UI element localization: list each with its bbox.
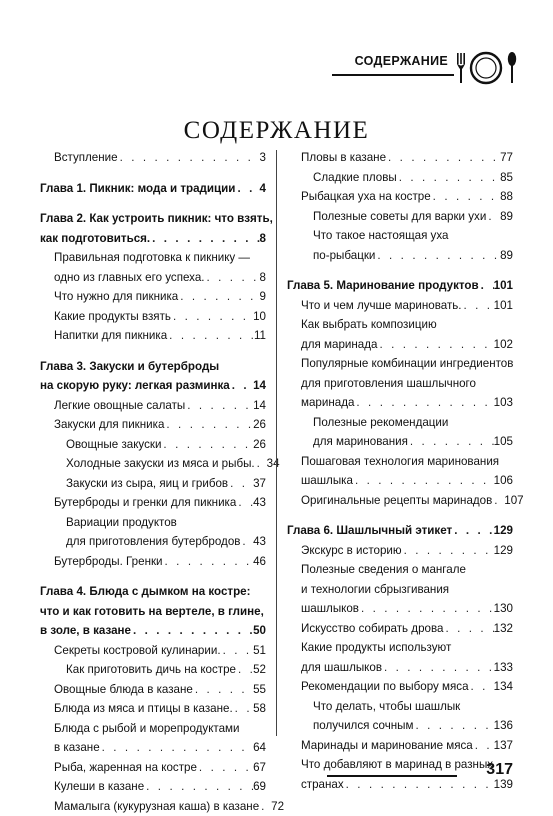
toc-entry-title: Закуски для пикника (54, 415, 164, 435)
toc-page-number: 129 (494, 521, 513, 541)
toc-page-number: 10 (253, 307, 266, 327)
toc-chapter-entry (40, 209, 266, 248)
toc-entry (287, 491, 513, 511)
toc-entry (287, 296, 513, 316)
dot-leader (443, 619, 493, 639)
toc-left-column (40, 148, 266, 816)
dot-leader (131, 621, 253, 641)
dot-leader (382, 658, 494, 678)
toc-entry-title-line: Пошаговая технология маринования (301, 452, 513, 472)
toc-entry-title-line: Глава 2. Как устроить пикник: что взять, (40, 209, 266, 229)
toc-page-number: 11 (254, 326, 266, 346)
dot-leader (118, 148, 260, 168)
toc-page-number: 50 (253, 621, 266, 641)
toc-entry-title: Искусство собирать дрова (301, 619, 443, 639)
toc-entry-title: Бутерброды и гренки для пикника (54, 493, 236, 513)
dot-leader (402, 541, 494, 561)
toc-entry-title: по-рыбацки (313, 246, 375, 266)
toc-entry-title: Глава 6. Шашлычный этикет (287, 521, 452, 541)
toc-entry-title: Рекомендации по выбору мяса (301, 677, 469, 697)
toc-entry-title: Напитки для пикника (54, 326, 167, 346)
toc-entry-title-line: Популярные комбинации ингредиентов (301, 354, 513, 374)
toc-entry-title: Легкие овощные салаты (54, 396, 185, 416)
toc-entry (287, 168, 513, 188)
toc-entry-title: Маринады и маринование мяса (301, 736, 473, 756)
toc-chapter-entry (40, 357, 266, 396)
dot-leader (255, 454, 267, 474)
dot-leader (164, 415, 253, 435)
toc-entry-title-line: и технологии сбрызгивания (301, 580, 513, 600)
toc-entry-title: в казане (54, 738, 100, 758)
toc-entry-title: Оригинальные рецепты маринадов (301, 491, 492, 511)
toc-entry (40, 148, 266, 168)
toc-page-number: 102 (494, 335, 513, 355)
toc-page-number: 58 (253, 699, 266, 719)
toc-entry (287, 315, 513, 354)
toc-entry (40, 513, 266, 552)
dot-leader (235, 179, 259, 199)
toc-entry-title: как подготовиться. (40, 229, 150, 249)
toc-page-number: 130 (494, 599, 513, 619)
dot-leader (397, 168, 500, 188)
dot-leader (353, 471, 494, 491)
toc-entry (40, 493, 266, 513)
toc-entry (287, 207, 513, 227)
toc-entry (40, 552, 266, 572)
toc-page-number: 139 (494, 775, 513, 795)
toc-entry-title: для шашлыков (301, 658, 382, 678)
toc-entry (40, 797, 266, 816)
toc-entry-title-line: Полезные сведения о мангале (301, 560, 513, 580)
toc-page-number: 43 (253, 532, 266, 552)
toc-entry-title-line: Какие продукты используют (301, 638, 513, 658)
toc-entry-title-line: Глава 3. Закуски и бутерброды (40, 357, 266, 377)
toc-page-number: 8 (260, 268, 266, 288)
dot-leader (236, 660, 253, 680)
toc-page-number: 55 (253, 680, 266, 700)
toc-page-number: 101 (494, 276, 513, 296)
dot-leader (197, 758, 253, 778)
dot-leader (359, 599, 494, 619)
dot-leader (221, 641, 254, 661)
toc-page-number: 9 (260, 287, 266, 307)
dot-leader (100, 738, 253, 758)
toc-entry-title: Рыба, жаренная на костре (54, 758, 197, 778)
toc-entry (40, 307, 266, 327)
plate-fork-spoon-icon (454, 47, 520, 87)
toc-entry-title-line: Полезные рекомендации (313, 413, 513, 433)
dot-leader (408, 432, 494, 452)
toc-entry-title-line: Блюда с рыбой и морепродуктами (54, 719, 266, 739)
toc-entry-title: Мамалыга (кукурузная каша) в казане (54, 797, 259, 816)
toc-page-number: 103 (494, 393, 513, 413)
toc-entry-title-line: Как выбрать композицию (301, 315, 513, 335)
toc-page-number: 67 (253, 758, 266, 778)
page-number: 317 (486, 761, 513, 779)
toc-chapter-entry (287, 521, 513, 541)
toc-entry-title: Полезные советы для варки ухи (313, 207, 486, 227)
dot-leader (354, 393, 493, 413)
dot-leader (178, 287, 259, 307)
toc-entry (40, 435, 266, 455)
toc-entry-title: Глава 1. Пикник: мода и традиции (40, 179, 235, 199)
toc-entry-title: получился сочным (313, 716, 413, 736)
toc-page-number: 37 (253, 474, 266, 494)
toc-entry (40, 454, 266, 474)
toc-entry-title-line: Правильная подготовка к пикнику — (54, 248, 266, 268)
toc-chapter-entry (40, 582, 266, 641)
footer-rule (327, 775, 457, 777)
toc-entry (40, 777, 266, 797)
toc-entry-title: на скорую руку: легкая разминка (40, 376, 230, 396)
toc-entry-title: для маринования (313, 432, 408, 452)
toc-entry (40, 415, 266, 435)
toc-entry (40, 641, 266, 661)
dot-leader (469, 677, 494, 697)
dot-leader (431, 187, 500, 207)
toc-entry (40, 758, 266, 778)
dot-leader (344, 775, 494, 795)
dot-leader (386, 148, 500, 168)
toc-entry (40, 660, 266, 680)
dot-leader (462, 296, 494, 316)
column-divider (276, 150, 277, 736)
toc-entry-title: Секреты костровой кулинарии. (54, 641, 221, 661)
toc-page-number: 77 (500, 148, 513, 168)
toc-entry-title-line: для приготовления шашлычного (301, 374, 513, 394)
toc-entry-title: Закуски из сыра, яиц и грибов (66, 474, 228, 494)
toc-entry-title: Что нужно для пикника (54, 287, 178, 307)
dot-leader (230, 376, 253, 396)
toc-page-number: 134 (494, 677, 513, 697)
page-title: СОДЕРЖАНИЕ (0, 117, 553, 145)
toc-entry-title: странах (301, 775, 344, 795)
toc-entry (287, 452, 513, 491)
dot-leader (233, 699, 253, 719)
toc-entry (287, 638, 513, 677)
dot-leader (486, 207, 500, 227)
toc-entry-title-line: Что добавляют в маринад в разных (301, 755, 513, 775)
toc-entry-title: одно из главных его успеха. (54, 268, 205, 288)
dot-leader (205, 268, 260, 288)
toc-entry-title: шашлыка (301, 471, 353, 491)
toc-entry-title: Что и чем лучше мариновать. (301, 296, 462, 316)
toc-page-number: 64 (253, 738, 266, 758)
toc-entry-title: Пловы в казане (301, 148, 386, 168)
toc-page-number: 89 (500, 246, 513, 266)
dot-leader (492, 491, 504, 511)
dot-leader (479, 276, 494, 296)
toc-page-number: 4 (260, 179, 266, 199)
header-rule (332, 74, 454, 76)
toc-entry-title: Бутерброды. Гренки (54, 552, 163, 572)
toc-entry-title: Как приготовить дичь на костре (66, 660, 236, 680)
dot-leader (259, 797, 271, 816)
dot-leader (144, 777, 253, 797)
toc-entry-title: Блюда из мяса и птицы в казане. (54, 699, 233, 719)
toc-page-number: 43 (253, 493, 266, 513)
toc-chapter-entry (40, 179, 266, 199)
toc-entry (287, 697, 513, 736)
toc-entry-title-line: Что делать, чтобы шашлык (313, 697, 513, 717)
toc-page-number: 129 (494, 541, 513, 561)
dot-leader (163, 552, 254, 572)
toc-entry (287, 413, 513, 452)
toc-entry-title: в золе, в казане (40, 621, 131, 641)
toc-entry (287, 148, 513, 168)
toc-page-number: 3 (260, 148, 266, 168)
toc-entry-title: Рыбацкая уха на костре (301, 187, 431, 207)
toc-right-column (287, 148, 513, 794)
toc-page-number: 89 (500, 207, 513, 227)
toc-entry (287, 677, 513, 697)
toc-entry (40, 699, 266, 719)
toc-entry (40, 719, 266, 758)
toc-entry-title: для маринада (301, 335, 377, 355)
toc-page-number: 52 (253, 660, 266, 680)
dot-leader (473, 736, 494, 756)
dot-leader (452, 521, 493, 541)
dot-leader (240, 532, 253, 552)
toc-entry (40, 287, 266, 307)
running-header (360, 47, 520, 87)
dot-leader (185, 396, 253, 416)
dot-leader (236, 493, 253, 513)
dot-leader (228, 474, 253, 494)
toc-page-number: 34 (267, 454, 280, 474)
toc-page-number: 105 (494, 432, 513, 452)
toc-entry-title: Глава 5. Маринование продуктов (287, 276, 479, 296)
toc-entry (287, 560, 513, 619)
toc-entry-title-line: что и как готовить на вертеле, в глине, (40, 602, 266, 622)
toc-page-number: 88 (500, 187, 513, 207)
toc-entry-title: Какие продукты взять (54, 307, 171, 327)
toc-entry (287, 187, 513, 207)
toc-entry-title: Кулеши в казане (54, 777, 144, 797)
toc-entry-title: Холодные закуски из мяса и рыбы. (66, 454, 255, 474)
toc-entry (40, 326, 266, 346)
toc-page-number: 85 (500, 168, 513, 188)
toc-entry (40, 396, 266, 416)
toc-entry-title-line: Что такое настоящая уха (313, 226, 513, 246)
toc-entry-title-line: Вариации продуктов (66, 513, 266, 533)
toc-page-number: 51 (253, 641, 266, 661)
toc-entry (287, 541, 513, 561)
toc-page-number: 69 (253, 777, 266, 797)
dot-leader (171, 307, 253, 327)
toc-page-number: 101 (494, 296, 513, 316)
toc-page-number: 133 (494, 658, 513, 678)
dot-leader (375, 246, 500, 266)
toc-entry-title: Овощные закуски (66, 435, 161, 455)
toc-page-number: 132 (494, 619, 513, 639)
toc-page-number: 106 (494, 471, 513, 491)
toc-entry (287, 354, 513, 413)
toc-entry (287, 226, 513, 265)
dot-leader (193, 680, 253, 700)
dot-leader (161, 435, 253, 455)
dot-leader (150, 229, 259, 249)
toc-entry (40, 680, 266, 700)
toc-page-number: 136 (494, 716, 513, 736)
toc-page-number: 46 (253, 552, 266, 572)
toc-page-number: 137 (494, 736, 513, 756)
toc-page-number: 26 (253, 415, 266, 435)
toc-entry (287, 736, 513, 756)
dot-leader (413, 716, 493, 736)
dot-leader (377, 335, 493, 355)
dot-leader (167, 326, 254, 346)
toc-entry-title: Вступление (54, 148, 118, 168)
toc-page-number: 14 (253, 396, 266, 416)
toc-entry-title: Сладкие пловы (313, 168, 397, 188)
toc-entry-title: шашлыков (301, 599, 359, 619)
toc-entry (40, 474, 266, 494)
toc-entry-title: маринада (301, 393, 354, 413)
toc-chapter-entry (287, 276, 513, 296)
toc-entry-title-line: Глава 4. Блюда с дымком на костре: (40, 582, 266, 602)
toc-page-number: 8 (260, 229, 266, 249)
toc-entry-title: для приготовления бутербродов (66, 532, 240, 552)
toc-entry-title: Овощные блюда в казане (54, 680, 193, 700)
toc-page-number: 107 (504, 491, 523, 511)
toc-entry-title: Экскурс в историю (301, 541, 402, 561)
toc-page-number: 72 (271, 797, 284, 816)
toc-entry (40, 248, 266, 287)
toc-page-number: 14 (253, 376, 266, 396)
running-title: СОДЕРЖАНИЕ (355, 54, 448, 68)
toc-page-number: 26 (253, 435, 266, 455)
toc-entry (287, 619, 513, 639)
